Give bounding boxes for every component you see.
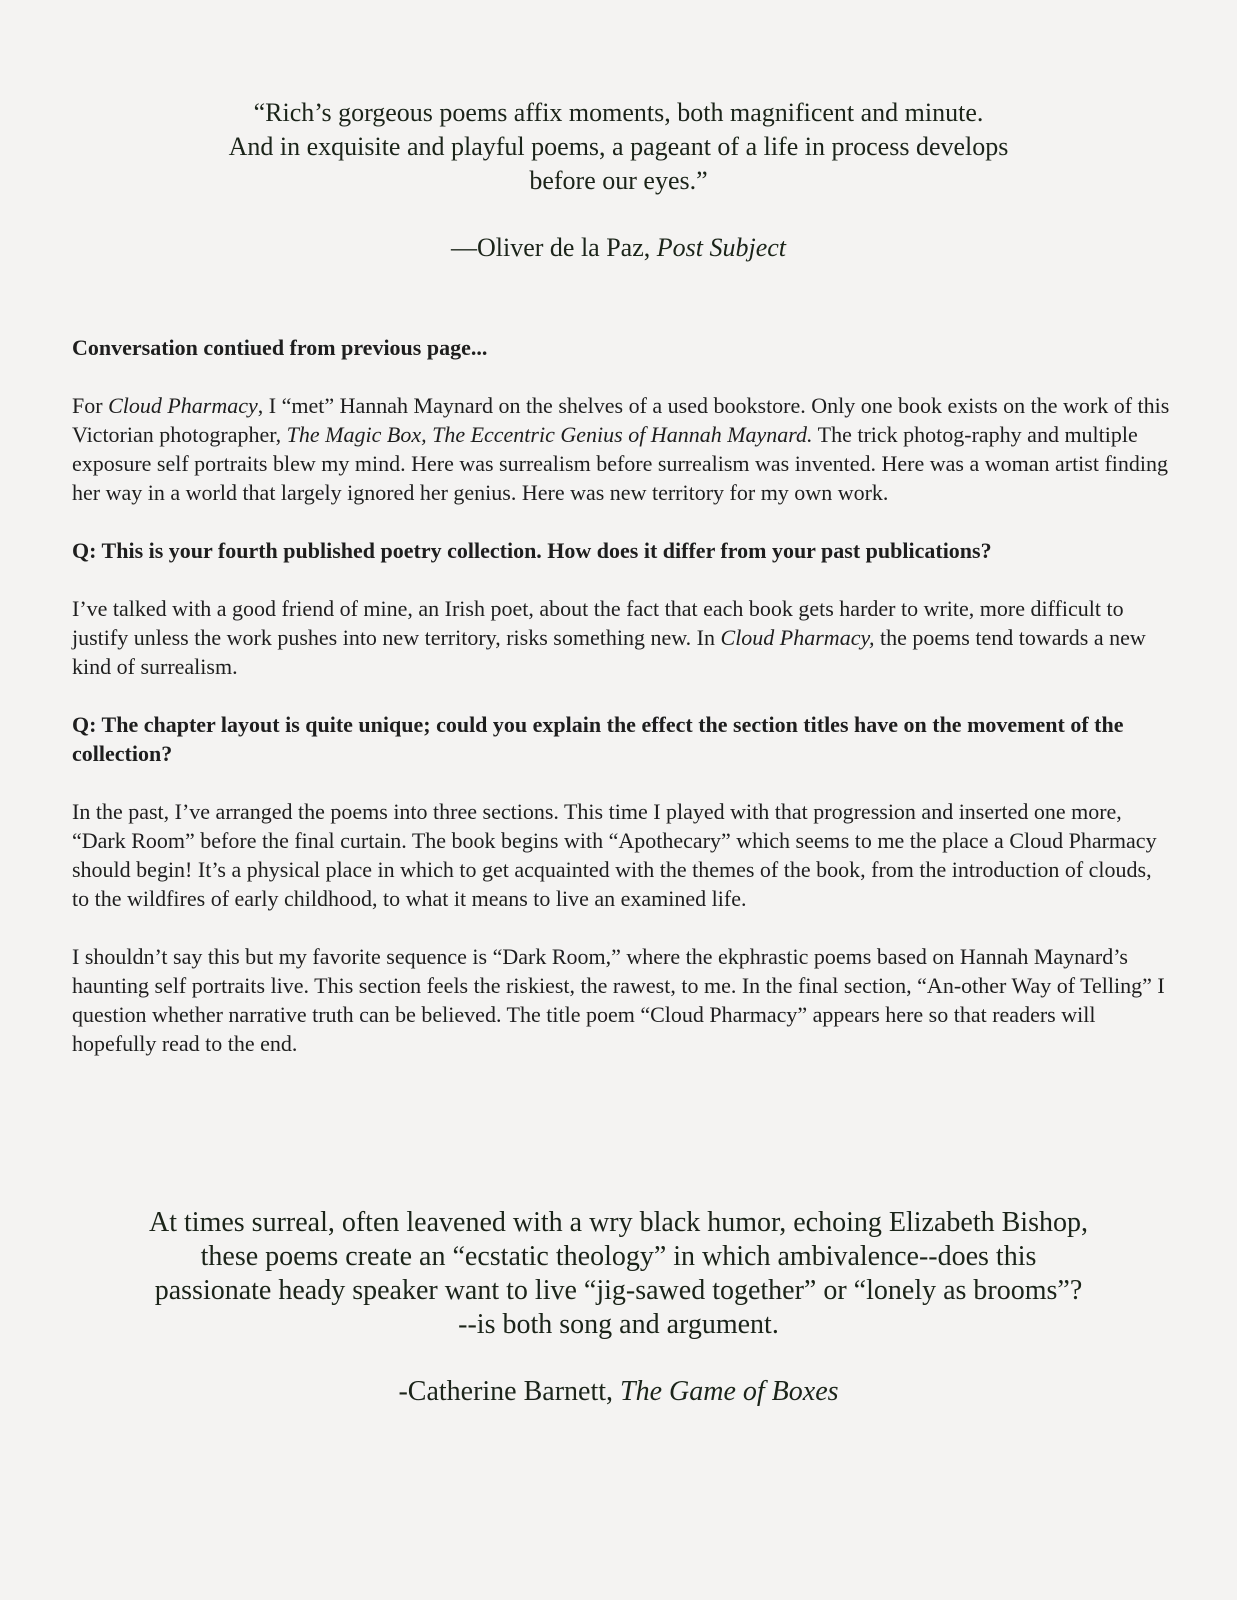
interview-article	[72, 333, 1172, 1087]
question-1: Q: This is your fourth published poetry collection. How does it differ from your past publications?	[72, 538, 992, 563]
paragraph-4: I shouldn’t say this but my favorite sequence is “Dark Room,” where the ekphrastic poems based on Hannah Maynard’s haunting self portraits live. This section feels the riskiest, the rawest, to me. In the final section, “An-other Way of Telling” I question whether narrative truth can be believed. The title poem “Cloud Pharmacy” appears here so that readers will hopefully read to the end.	[72, 944, 1165, 1056]
top-blurb-line: “Rich’s gorgeous poems affix moments, both magnificent and minute.	[253, 98, 984, 127]
paragraph-1-italic-b: Cloud Pharmacy	[108, 393, 258, 418]
top-blurb-attribution	[0, 231, 1237, 265]
paragraph-2-text-c: the poems tend towards a new kind of surrealism.	[72, 625, 1146, 679]
bottom-blurb-line: these poems create an “ecstatic theology” in which ambivalence--does this	[200, 1241, 1037, 1272]
bottom-blurb	[0, 1206, 1237, 1409]
top-blurb-author: —Oliver de la Paz,	[450, 233, 657, 262]
question-2: Q: The chapter layout is quite unique; could you explain the effect the section titles have on the movement of the collection?	[72, 712, 1124, 766]
bottom-blurb-line: --is both song and argument.	[458, 1309, 779, 1340]
bottom-blurb-attribution	[0, 1375, 1237, 1409]
continued-heading: Conversation contiued from previous page...	[72, 335, 488, 360]
bottom-blurb-book-title: The Game of Boxes	[620, 1376, 839, 1407]
top-blurb	[0, 96, 1237, 265]
bottom-blurb-author: -Catherine Barnett,	[398, 1376, 621, 1407]
top-blurb-book-title: Post Subject	[656, 233, 787, 262]
paragraph-3: In the past, I’ve arranged the poems into three sections. This time I played with that progression and inserted one more, “Dark Room” before the final curtain. The book begins with “Apothecary” which seems to me the place a Cloud Pharmacy should begin! It’s a physical place in which to get acquainted with the themes of the book, from the introduction of clouds, to the wildfires of early childhood, to what it means to live an examined life.	[72, 799, 1157, 911]
bottom-blurb-line: passionate heady speaker want to live “jig-sawed together” or “lonely as brooms”?	[154, 1275, 1083, 1306]
paragraph-2-italic-b: Cloud Pharmacy,	[720, 625, 875, 650]
bottom-blurb-line: At times surreal, often leavened with a wry black humor, echoing Elizabeth Bishop,	[149, 1207, 1088, 1238]
paragraph-1-text-a: For	[72, 393, 109, 418]
paragraph-2-text-a: I’ve talked with a good friend of mine, an Irish poet, about the fact that each book gets harder to write, more difficult to justify unless the work pushes into new territory, risks something new. In	[72, 596, 1124, 650]
top-blurb-line: And in exquisite and playful poems, a pageant of a life in process develops	[228, 132, 1009, 161]
paragraph-1	[72, 391, 1172, 507]
paragraph-1-text-c: , I “met” Hannah Maynard on the shelves of a used bookstore. Only one book exists on the work of this Victorian photographer,	[72, 393, 1170, 447]
paragraph-2	[72, 594, 1172, 681]
paragraph-1-italic-d: The Magic Box, The Eccentric Genius of Hannah Maynard.	[286, 422, 813, 447]
paragraph-1-text-e: The trick photog-raphy and multiple exposure self portraits blew my mind. Here was surrealism before surrealism was invented. Here was a woman artist finding her way in a world that largely ignored her genius. Here was new territory for my own work.	[72, 422, 1169, 505]
top-blurb-line: before our eyes.”	[529, 166, 708, 195]
